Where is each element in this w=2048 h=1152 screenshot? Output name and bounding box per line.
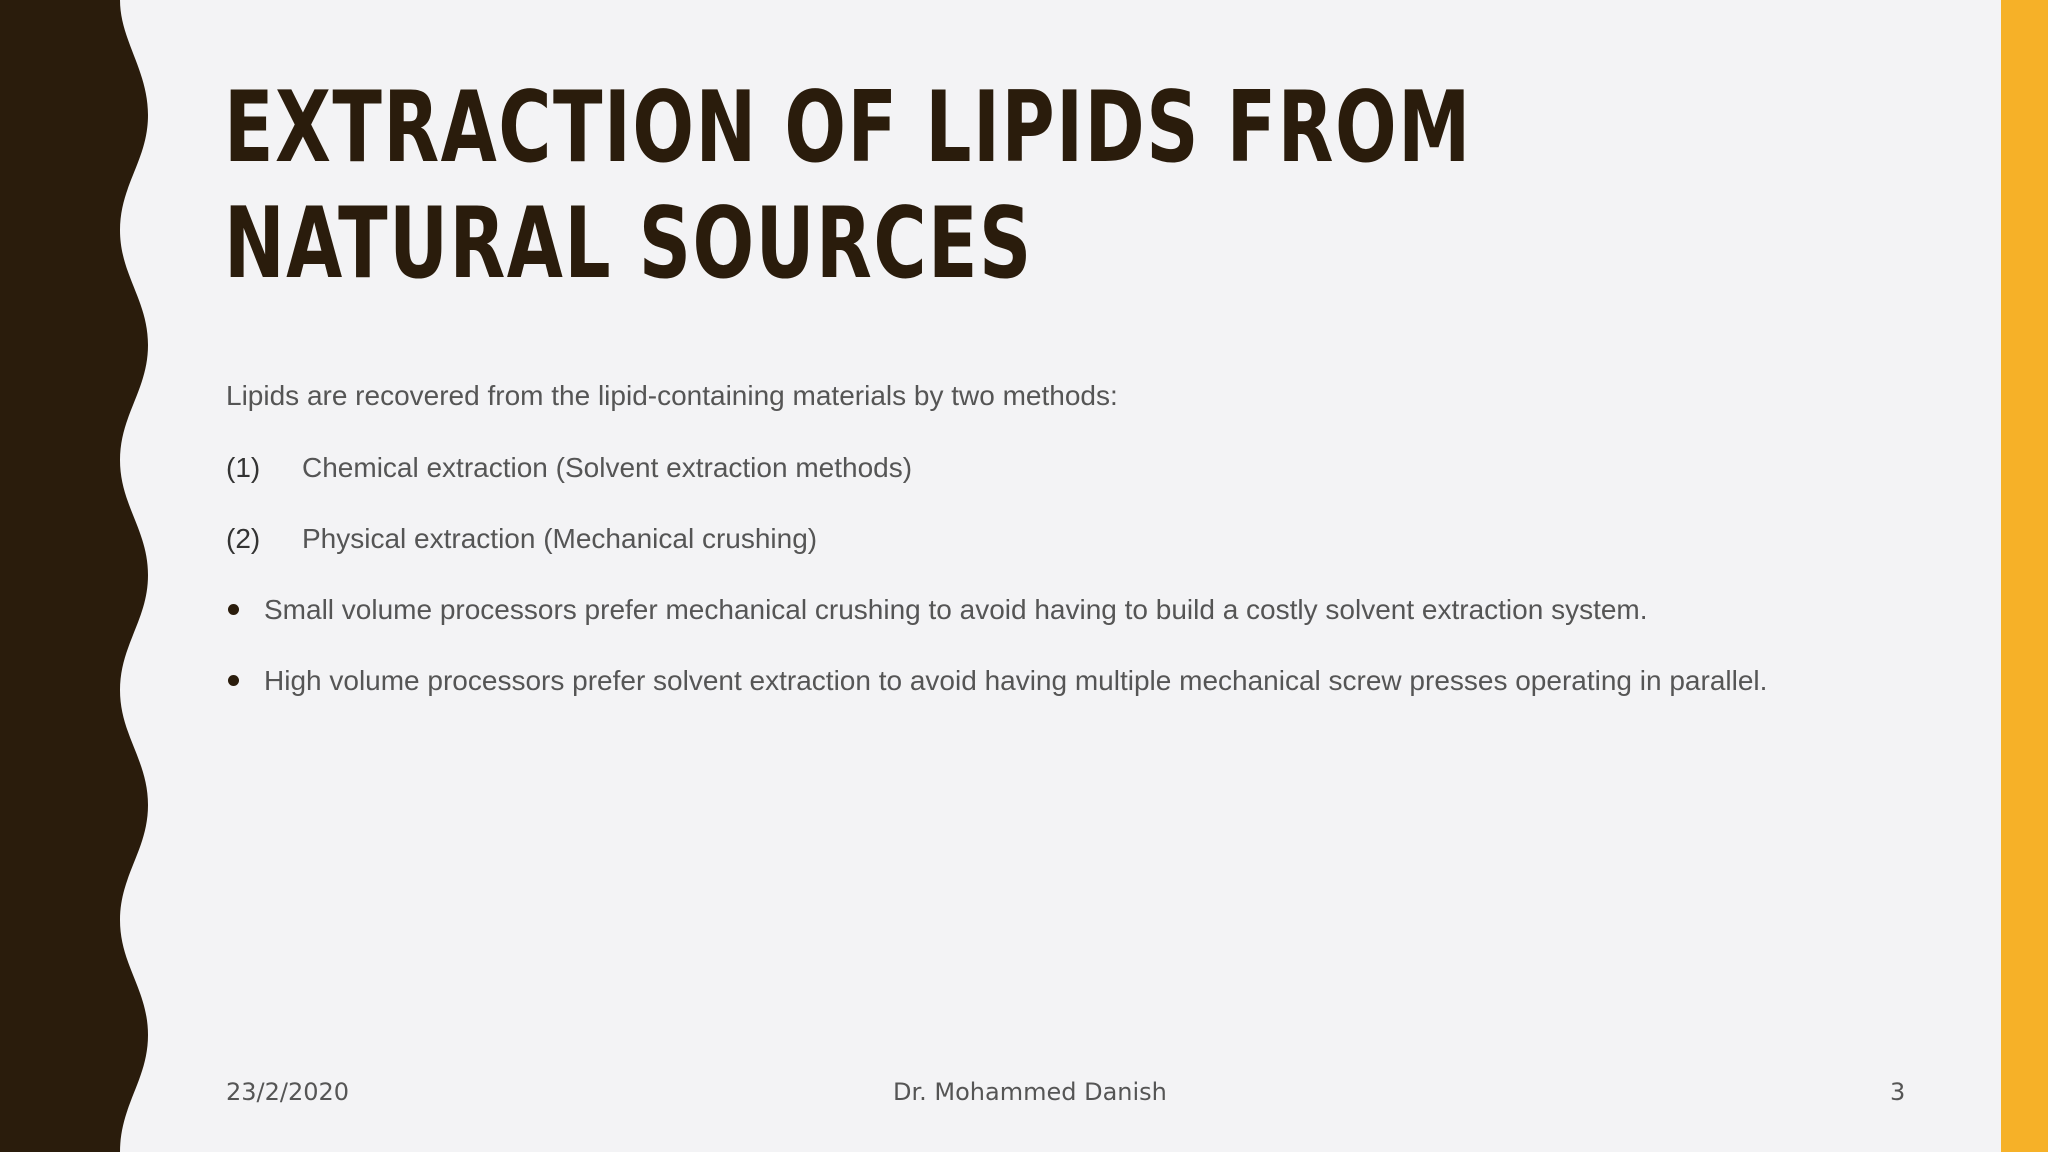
bullet-dot-icon (228, 604, 239, 615)
title-line-1: EXTRACTION OF LIPIDS FROM (224, 71, 1472, 185)
title-line-2: NATURAL SOURCES (224, 187, 1033, 301)
wave-border-decoration (0, 0, 160, 1152)
bullet-text: High volume processors prefer solvent extraction to avoid having multiple mechanical screw presses operating in parallel. (264, 665, 1768, 696)
item-text: Physical extraction (Mechanical crushing) (302, 523, 818, 554)
item-text: Chemical extraction (Solvent extraction methods) (302, 452, 913, 483)
item-number: (1) (226, 452, 261, 483)
item-number: (2) (226, 523, 261, 554)
slide-title (224, 70, 1482, 302)
bullet-text: Small volume processors prefer mechanical crushing to avoid having to build a costly solvent extraction system. (264, 594, 1648, 625)
accent-bar (2001, 0, 2048, 1152)
footer-page-number: 3 (1890, 1078, 1906, 1106)
footer-date: 23/2/2020 (226, 1078, 350, 1106)
footer-author: Dr. Mohammed Danish (893, 1078, 1167, 1106)
bullet-dot-icon (228, 675, 239, 686)
intro-text: Lipids are recovered from the lipid-containing materials by two methods: (226, 380, 1118, 411)
